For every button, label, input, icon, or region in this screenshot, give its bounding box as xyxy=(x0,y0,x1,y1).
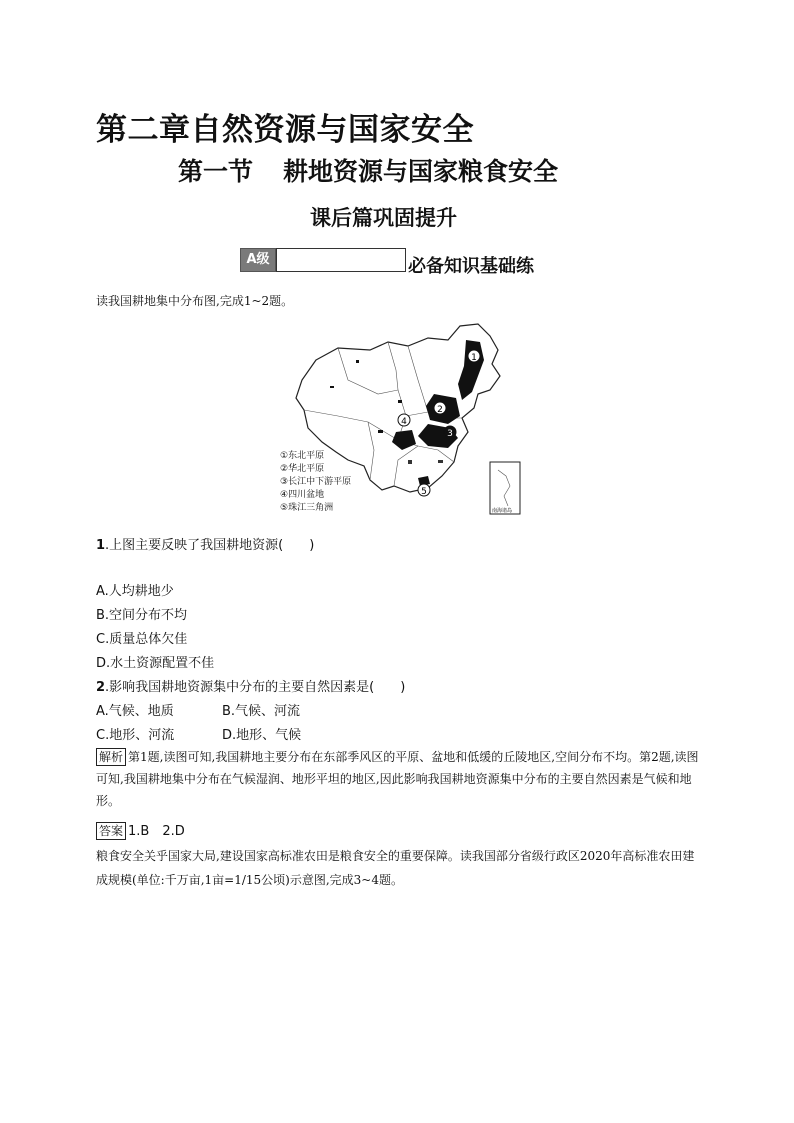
legend-item: ⑤珠江三角洲 xyxy=(280,503,334,513)
question-2 xyxy=(96,676,405,695)
q2-option-a: A.气候、地质 xyxy=(96,704,174,719)
intro-text: 读我国耕地集中分布图,完成1~2题。 xyxy=(96,294,294,308)
china-map-graphic xyxy=(278,320,522,518)
answer-tag: 答案 xyxy=(96,822,126,840)
answer-block xyxy=(96,820,185,840)
section-number: 第一节 xyxy=(178,157,254,186)
svg-text:1: 1 xyxy=(471,353,477,363)
material-text: 粮食安全关乎国家大局,建设国家高标准农田是粮食安全的重要保障。读我国部分省级行政区2020年高标准农田建成规模(单位:千万亩,1亩=1/15公顷)示意图,完成3~4题。 xyxy=(96,849,695,887)
analysis-tag: 解析 xyxy=(96,748,126,766)
legend-item: ④四川盆地 xyxy=(280,490,325,500)
question-number: 1 xyxy=(96,538,106,553)
q1-option-c: C.质量总体欠佳 xyxy=(96,632,188,647)
legend-item: ①东北平原 xyxy=(280,451,325,461)
q2-option-b: B.气候、河流 xyxy=(222,704,301,719)
analysis-block xyxy=(96,746,700,812)
subsection-title: 课后篇巩固提升 xyxy=(310,206,457,230)
level-badge: A级 xyxy=(240,248,276,272)
chapter-title: 第二章自然资源与国家安全 xyxy=(96,112,474,148)
svg-text:3: 3 xyxy=(447,429,453,439)
legend-item: ②华北平原 xyxy=(280,464,325,474)
q1-option-d: D.水土资源配置不佳 xyxy=(96,656,215,671)
q1-option-b: B.空间分布不均 xyxy=(96,608,188,623)
question-stem: .上图主要反映了我国耕地资源( ) xyxy=(105,538,315,553)
q2-option-d: D.地形、气候 xyxy=(222,728,302,743)
analysis-text: 第1题,读图可知,我国耕地主要分布在东部季风区的平原、盆地和低缓的丘陵地区,空间分布不均。第2题,读图可知,我国耕地集中分布在气候湿润、地形平坦的地区,因此影响我国耕地资源集中分布的主要自然因素是气候和地形。 xyxy=(96,750,699,808)
inset-label: 南海诸岛 xyxy=(492,508,513,514)
legend-item: ③长江中下游平原 xyxy=(280,477,352,487)
svg-text:5: 5 xyxy=(421,487,427,497)
svg-text:4: 4 xyxy=(401,417,407,427)
q2-option-c: C.地形、河流 xyxy=(96,728,175,743)
answer-text: 1.B 2.D xyxy=(128,824,185,839)
level-blank-box xyxy=(276,248,406,272)
q1-option-a: A.人均耕地少 xyxy=(96,584,174,599)
cropland-distribution-map xyxy=(278,320,522,518)
section-name: 耕地资源与国家粮食安全 xyxy=(283,157,559,186)
level-title: 必备知识基础练 xyxy=(408,256,534,277)
question-1 xyxy=(96,534,314,553)
question-number: 2 xyxy=(96,680,106,695)
map-marker-5 xyxy=(418,484,430,497)
map-legend xyxy=(280,449,351,513)
question-stem: .影响我国耕地资源集中分布的主要自然因素是( ) xyxy=(105,680,406,695)
svg-text:2: 2 xyxy=(437,405,443,415)
section-title xyxy=(178,152,558,188)
south-china-sea-inset xyxy=(490,462,520,514)
